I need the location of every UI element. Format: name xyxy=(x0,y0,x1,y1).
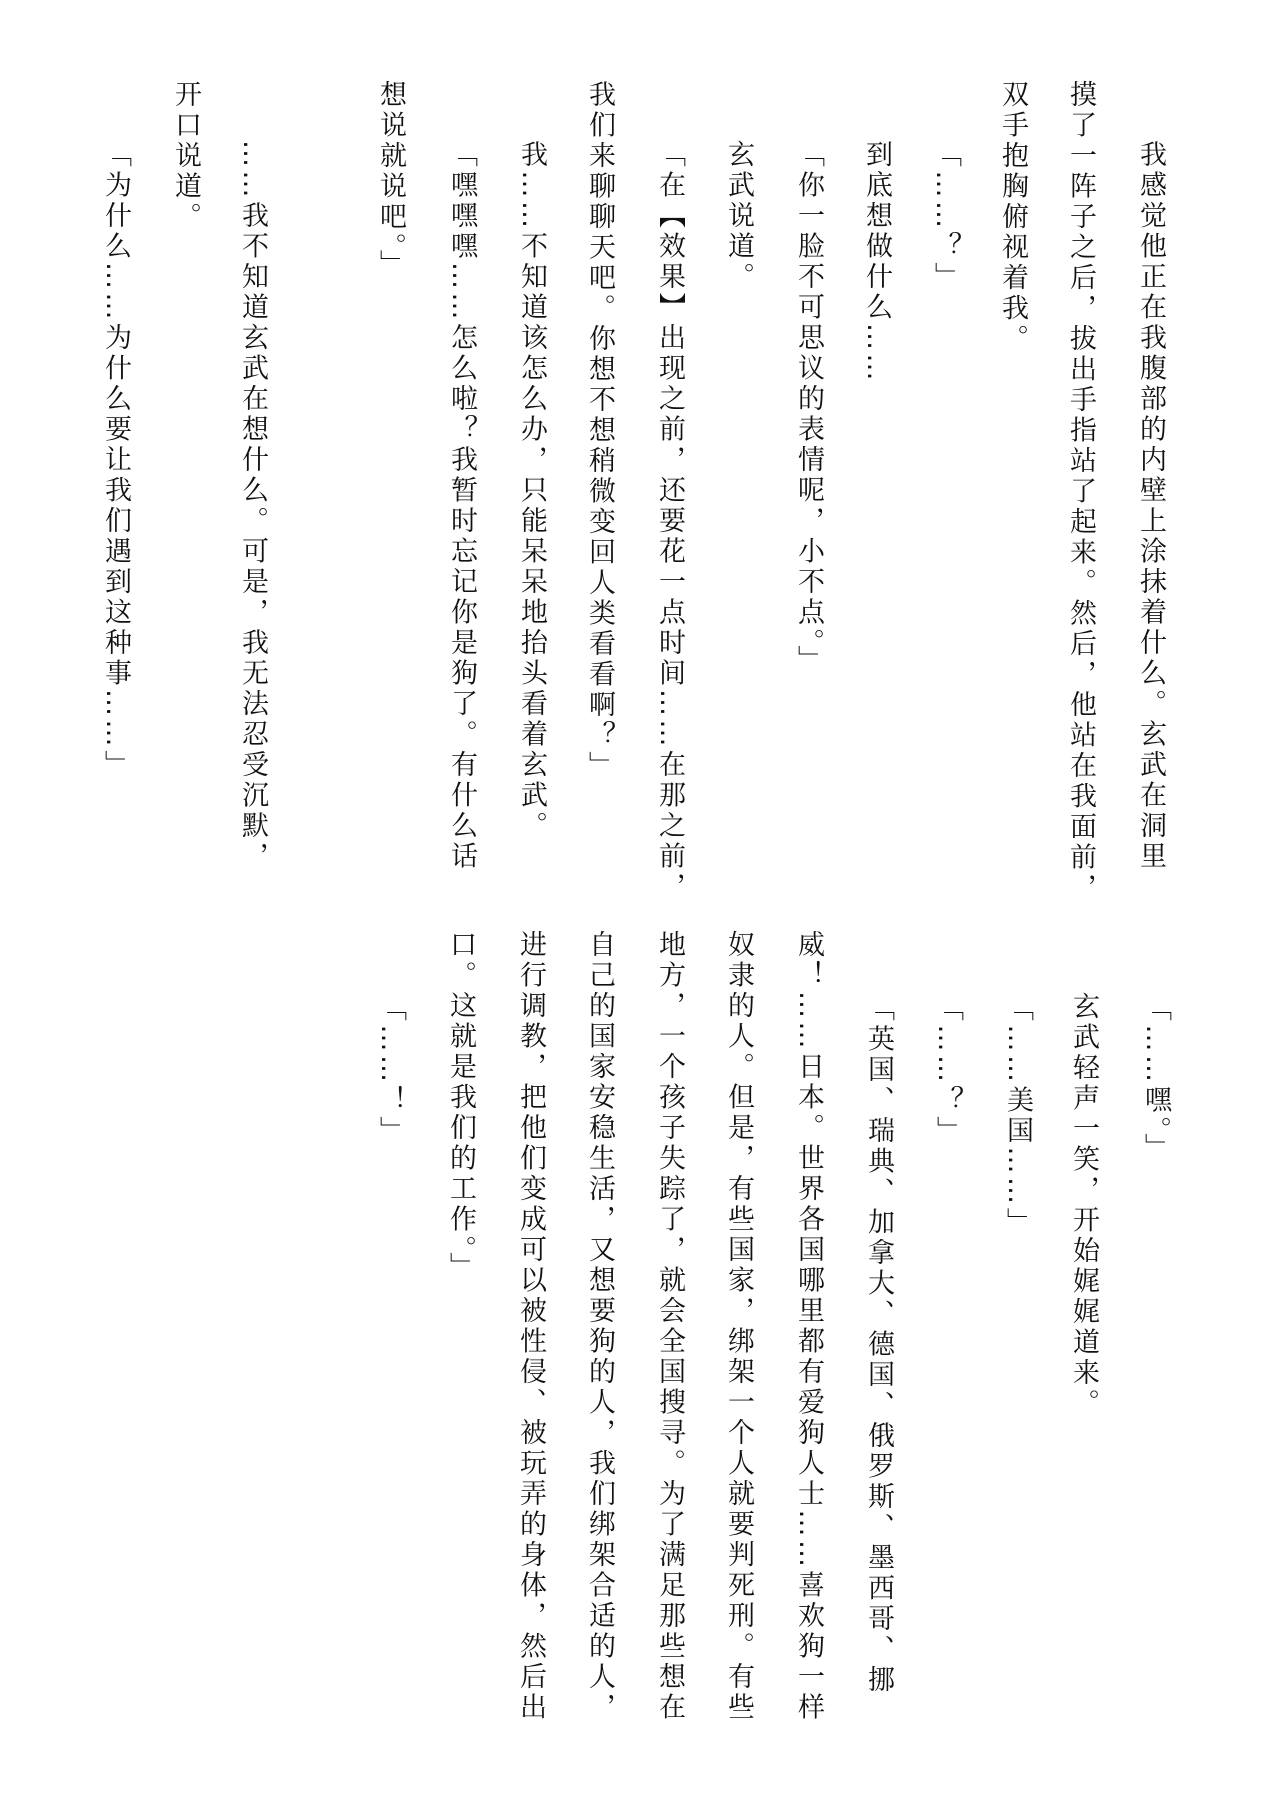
dialogue-column: 「……？」 xyxy=(930,140,961,293)
dialogue-column: 「英国、瑞典、加拿大、德国、俄罗斯、墨西哥、挪 xyxy=(863,994,894,1696)
dialogue-column: 奴隶的人。但是，有些国家，绑架一个人就要判死刑。有些 xyxy=(723,930,754,1723)
dialogue-column: 「……？」 xyxy=(932,994,963,1147)
dialogue-column: 「在【效果】出现之前，还要花一点时间……在那之前， xyxy=(654,140,685,903)
dialogue-column: 「你一脸不可思议的表情呢，小不点。」 xyxy=(793,140,824,676)
dialogue-column: 地方，一个孩子失踪了，就会全国搜寻。为了满足那些想在 xyxy=(654,930,685,1723)
dialogue-column: 自己的国家安稳生活，又想要狗的人，我们绑架合适的人， xyxy=(584,930,615,1723)
text-column: 玄武说道。 xyxy=(723,140,754,293)
dialogue-column: 「……！」 xyxy=(375,994,406,1147)
dialogue-column: 「……嘿。」 xyxy=(1140,994,1171,1164)
dialogue-column: 「为什么……为什么要让我们遇到这种事……」 xyxy=(100,140,131,781)
dialogue-column: 威！……日本。世界各国哪里都有爱狗人士……喜欢狗一样 xyxy=(793,930,824,1723)
text-column: 开口说道。 xyxy=(170,80,201,233)
text-column: 摸了一阵子之后，拔出手指站了起来。然后，他站在我面前， xyxy=(1065,80,1096,904)
text-column: 双手抱胸俯视着我。 xyxy=(997,80,1028,355)
text-column: 我……不知道该怎么办，只能呆呆地抬头看着玄武。 xyxy=(516,140,547,842)
text-column: 到底想做什么…… xyxy=(861,140,892,384)
dialogue-column: 口。这就是我们的工作。」 xyxy=(445,930,476,1283)
text-column: 玄武轻声一笑，开始娓娓道来。 xyxy=(1068,992,1099,1419)
dialogue-column: 「……美国……」 xyxy=(1002,994,1033,1238)
dialogue-column: 进行调教，把他们变成可以被性侵、被玩弄的身体，然后出 xyxy=(515,930,546,1723)
dialogue-column: 我们来聊聊天吧。你想不想稍微变回人类看看啊？」 xyxy=(584,80,615,782)
dialogue-column: 「嘿嘿嘿……怎么啦？我暂时忘记你是狗了。有什么话 xyxy=(446,140,477,872)
text-column: 我感觉他正在我腹部的内壁上涂抹着什么。玄武在洞里 xyxy=(1135,140,1166,872)
dialogue-column: 想说就说吧。」 xyxy=(375,80,406,280)
text-column: ……我不知道玄武在想什么。可是，我无法忍受沉默， xyxy=(237,140,268,872)
